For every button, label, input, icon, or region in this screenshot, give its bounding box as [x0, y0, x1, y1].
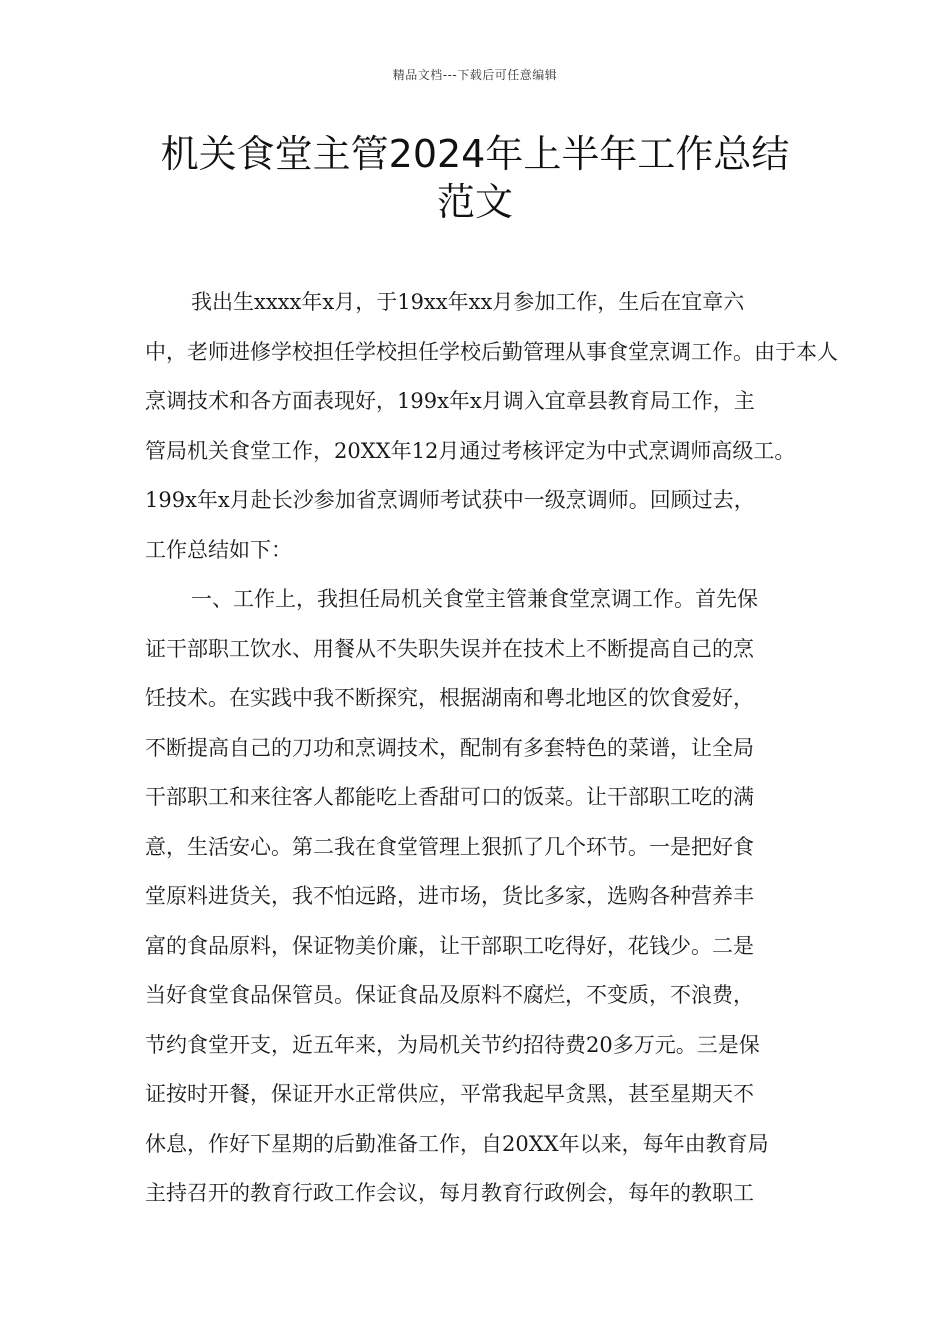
body-line: 堂原料进货关，我不怕远路，进市场，货比多家，选购各种营养丰 — [145, 884, 754, 908]
body-line: 一、工作上，我担任局机关食堂主管兼食堂烹调工作。首先保 — [191, 587, 758, 611]
title-line-1: 机关食堂主管2024年上半年工作总结 — [160, 132, 790, 176]
body-line: 当好食堂食品保管员。保证食品及原料不腐烂，不变质，不浪费， — [145, 983, 754, 1007]
body-line: 意，生活安心。第二我在食堂管理上狠抓了几个环节。一是把好食 — [145, 834, 754, 859]
body-line: 富的食品原料，保证物美价廉，让干部职工吃得好，花钱少。二是 — [145, 933, 754, 958]
body-line: 我出生xxxx年x月，于19xx年xx月参加工作，生后在宜章六 — [191, 290, 745, 314]
body-line: 证干部职工饮水、用餐从不失职失误并在技术上不断提高自己的烹 — [145, 636, 754, 661]
body-line: 不断提高自己的刀功和烹调技术，配制有多套特色的菜谱，让全局 — [145, 735, 754, 760]
title-line-2: 范文 — [436, 180, 513, 224]
page-header-watermark: 精品文档---下载后可任意编辑 — [392, 68, 558, 82]
body-line: 休息，作好下星期的后勤准备工作，自20XX年以来，每年由教育局 — [145, 1131, 769, 1156]
body-line: 管局机关食堂工作，20XX年12月通过考核评定为中式烹调师高级工。 — [145, 438, 796, 463]
body-line: 节约食堂开支，近五年来，为局机关节约招待费20多万元。三是保 — [145, 1032, 760, 1057]
body-line: 199x年x月赴长沙参加省烹调师考试获中一级烹调师。回顾过去， — [145, 488, 755, 512]
body-line: 饪技术。在实践中我不断探究，根据湖南和粤北地区的饮食爱好， — [145, 686, 754, 710]
body-line: 主持召开的教育行政工作会议，每月教育行政例会，每年的教职工 — [145, 1181, 754, 1205]
document-title — [120, 130, 830, 226]
body-line: 中，老师进修学校担任学校担任学校后勤管理从事食堂烹调工作。由于本人 — [145, 339, 838, 364]
body-line: 干部职工和来往客人都能吃上香甜可口的饭菜。让干部职工吃的满 — [145, 785, 754, 809]
body-line: 工作总结如下： — [145, 537, 292, 562]
body-line: 烹调技术和各方面表现好，199x年x月调入宜章县教育局工作，主 — [145, 389, 755, 413]
document-body — [145, 278, 838, 1219]
body-line: 证按时开餐，保证开水正常供应，平常我起早贪黑，甚至星期天不 — [145, 1082, 754, 1106]
